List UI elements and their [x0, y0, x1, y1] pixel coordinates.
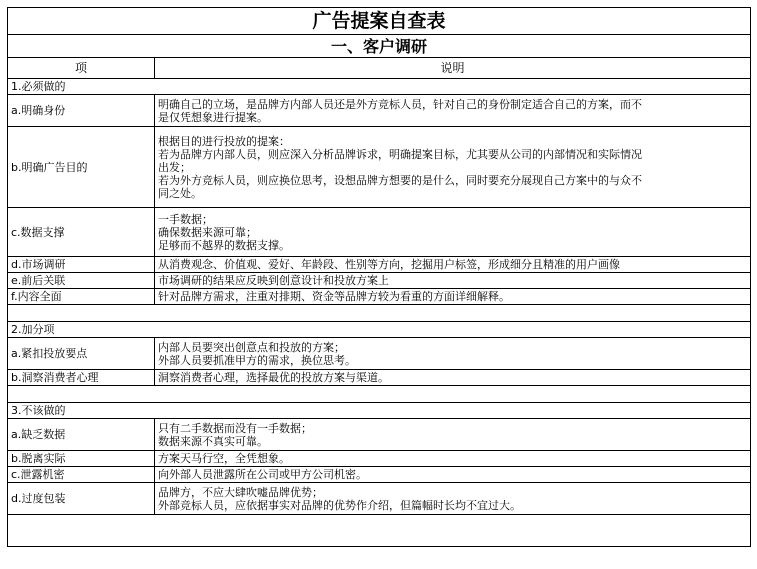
table-row	[8, 467, 751, 483]
empty-cell[interactable]	[8, 515, 751, 547]
sheet-title[interactable]: 广告提案自查表	[8, 8, 751, 35]
desc-line: 确保数据来源可靠；	[158, 225, 257, 239]
item-name[interactable]: d.过度包装	[8, 483, 155, 515]
desc-line: 外部人员要抓准甲方的需求，换位思考。	[158, 353, 356, 367]
item-name[interactable]: e.前后关联	[8, 273, 155, 289]
item-name[interactable]: c.数据支撑	[8, 208, 155, 257]
item-description[interactable]	[155, 419, 751, 451]
desc-line: 一手数据；	[158, 212, 213, 226]
self-check-table	[7, 7, 751, 547]
desc-line: 方案天马行空，全凭想象。	[158, 452, 290, 465]
item-name[interactable]: b.洞察消费者心理	[8, 370, 155, 386]
table-row	[8, 273, 751, 289]
desc-line: 针对品牌方需求，注重对排期、资金等品牌方较为看重的方面详细解释。	[158, 290, 510, 303]
desc-line: 品牌方，不应大肆吹嘘品牌优势；	[158, 485, 323, 499]
desc-line: 从消费观念、价值观、爱好、年龄段、性别等方向，挖掘用户标签，形成细分且精准的用户画像	[158, 258, 620, 271]
desc-line: 若为外方竞标人员，则应换位思考，设想品牌方想要的是什么，同时要充分展现自己方案中的与众不	[158, 173, 642, 187]
desc-line: 是仅凭想象进行提案。	[158, 110, 268, 124]
column-header-row	[8, 58, 751, 79]
group-heading-row	[8, 322, 751, 338]
table-row	[8, 338, 751, 370]
table-row	[8, 257, 751, 273]
empty-cell[interactable]	[8, 386, 751, 403]
title-row	[8, 8, 751, 35]
item-description[interactable]	[155, 257, 751, 273]
item-description[interactable]	[155, 208, 751, 257]
item-description[interactable]	[155, 338, 751, 370]
group-heading-row	[8, 403, 751, 419]
table-row	[8, 95, 751, 127]
group-heading-row	[8, 79, 751, 95]
group-heading[interactable]: 1.必须做的	[8, 79, 751, 95]
table-row	[8, 483, 751, 515]
table-row	[8, 127, 751, 208]
desc-line: 数据来源不真实可靠。	[158, 434, 268, 448]
item-name[interactable]: a.明确身份	[8, 95, 155, 127]
desc-line: 只有二手数据而没有一手数据；	[158, 421, 312, 435]
desc-line: 外部竞标人员，应依据事实对品牌的优势作介绍，但篇幅时长均不宜过大。	[158, 498, 521, 512]
desc-line: 足够而不越界的数据支撑。	[158, 238, 290, 252]
spacer-row	[8, 305, 751, 322]
section-title[interactable]: 一、客户调研	[8, 35, 751, 58]
desc-line: 洞察消费者心理，选择最优的投放方案与渠道。	[158, 371, 389, 384]
item-name[interactable]: d.市场调研	[8, 257, 155, 273]
item-name[interactable]: c.泄露机密	[8, 467, 155, 483]
desc-line: 若为品牌方内部人员，则应深入分析品牌诉求，明确提案目标，尤其要从公司的内部情况和实际情况	[158, 147, 642, 161]
desc-line: 同之处。	[158, 186, 202, 200]
item-description[interactable]	[155, 127, 751, 208]
spacer-row	[8, 386, 751, 403]
empty-cell[interactable]	[8, 305, 751, 322]
table-row	[8, 451, 751, 467]
desc-line: 内部人员要突出创意点和投放的方案；	[158, 340, 345, 354]
section-row	[8, 35, 751, 58]
empty-row	[8, 515, 751, 547]
table-row	[8, 289, 751, 305]
column-header-item[interactable]: 项	[8, 58, 155, 79]
item-description[interactable]	[155, 289, 751, 305]
desc-line: 向外部人员泄露所在公司或甲方公司机密。	[158, 468, 367, 481]
table-row	[8, 370, 751, 386]
item-name[interactable]: b.脱离实际	[8, 451, 155, 467]
item-description[interactable]	[155, 451, 751, 467]
item-description[interactable]	[155, 467, 751, 483]
item-name[interactable]: b.明确广告目的	[8, 127, 155, 208]
item-name[interactable]: a.缺乏数据	[8, 419, 155, 451]
desc-line: 明确自己的立场，是品牌方内部人员还是外方竞标人员，针对自己的身份制定适合自己的方案，而不	[158, 97, 642, 111]
item-name[interactable]: a.紧扣投放要点	[8, 338, 155, 370]
desc-line: 出发；	[158, 160, 191, 174]
item-description[interactable]	[155, 273, 751, 289]
group-heading[interactable]: 2.加分项	[8, 322, 751, 338]
item-description[interactable]	[155, 370, 751, 386]
table-row	[8, 208, 751, 257]
item-description[interactable]	[155, 483, 751, 515]
desc-line: 根据目的进行投放的提案：	[158, 134, 290, 148]
desc-line: 市场调研的结果应反映到创意设计和投放方案上	[158, 274, 389, 287]
column-header-description[interactable]: 说明	[155, 58, 751, 79]
table-row	[8, 419, 751, 451]
item-description[interactable]	[155, 95, 751, 127]
item-name[interactable]: f.内容全面	[8, 289, 155, 305]
group-heading[interactable]: 3.不该做的	[8, 403, 751, 419]
